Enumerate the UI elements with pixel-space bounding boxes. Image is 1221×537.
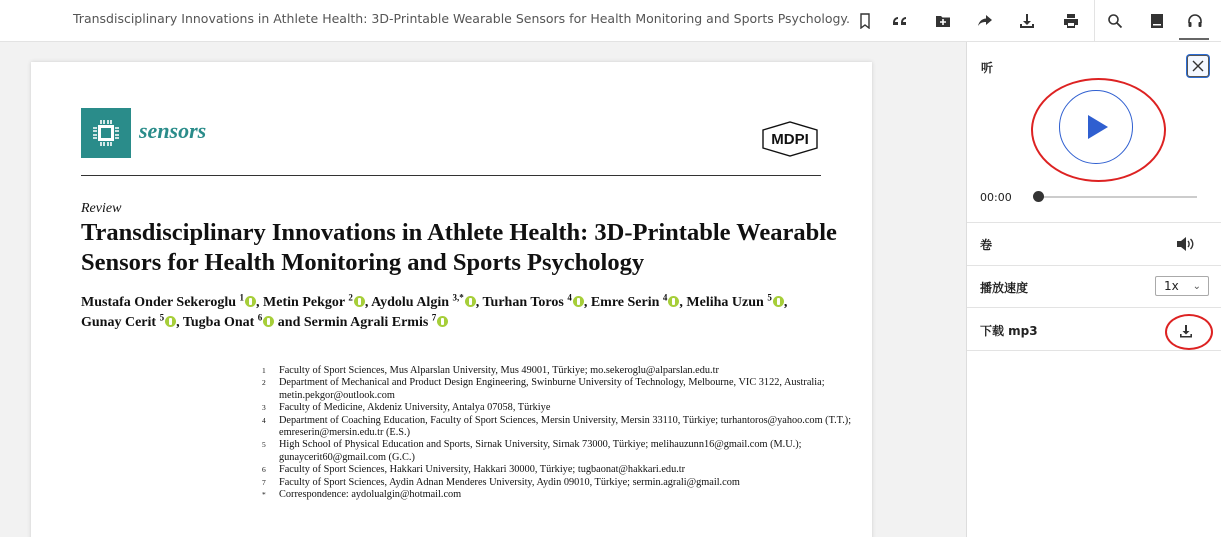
author-separator: and — [274, 315, 301, 330]
affiliation-text: Correspondence: aydolualgin@hotmail.com — [279, 489, 462, 501]
author-separator: , — [583, 295, 588, 310]
author-name[interactable] — [590, 292, 683, 310]
top-toolbar — [0, 0, 1221, 42]
author-name[interactable] — [482, 292, 588, 310]
journal-name: sensors — [139, 118, 207, 143]
print-icon — [1063, 13, 1079, 29]
active-tool-indicator — [1179, 38, 1209, 40]
header-rule — [81, 175, 821, 176]
author-affiliation-number: 3,* — [452, 292, 464, 303]
author-name[interactable] — [81, 292, 260, 310]
share-button[interactable] — [970, 6, 1000, 36]
toolbar-divider — [1094, 0, 1095, 42]
affiliation-number: 3 — [262, 403, 266, 413]
speed-value: 1x — [1164, 279, 1179, 293]
affiliation-number: 5 — [262, 440, 266, 450]
speed-label: 播放速度 — [980, 281, 1029, 295]
orcid-icon[interactable] — [773, 296, 784, 307]
chevron-down-icon: ⌄ — [1192, 281, 1201, 292]
author-name-text: Mustafa Onder Sekeroglu — [81, 295, 237, 310]
author-name-text: Meliha Uzun — [686, 295, 764, 310]
download-icon — [1179, 324, 1193, 338]
author-name[interactable] — [686, 292, 788, 310]
author-affiliation-number: 5 — [767, 292, 772, 303]
author-name-text: Gunay Cerit — [81, 315, 157, 330]
add-to-collection-icon — [935, 13, 951, 29]
current-time: 00:00 — [980, 191, 1012, 204]
article-title: Transdisciplinary Innovations in Athlete Health: 3D-Printable Wearable Sensors for Health Monitoring and Sports Psychology — [81, 219, 837, 276]
author-separator: , — [783, 295, 788, 310]
reader-button[interactable] — [1142, 6, 1172, 36]
chip-icon — [89, 116, 123, 150]
listen-button[interactable] — [1180, 6, 1210, 36]
volume-icon[interactable] — [1176, 236, 1194, 252]
affiliation-number: 2 — [262, 378, 266, 388]
mdpi-logo-text: MDPI — [771, 131, 809, 148]
journal-logo — [81, 108, 131, 158]
affiliation-item — [259, 402, 859, 414]
add-to-collection-button[interactable] — [928, 6, 958, 36]
seek-bar[interactable] — [1037, 196, 1197, 198]
affiliation-item — [259, 477, 859, 489]
affiliation-text: Faculty of Sport Sciences, Hakkari University, Hakkari 30000, Türkiye; tugbaonat@hakkari.edu.tr — [279, 464, 686, 476]
affiliation-text: Department of Coaching Education, Faculty of Sport Sciences, Mersin University, Mersin 33110, Türkiye; turhantoros@yahoo.com (T.T.); emreserin@mersin.edu.tr (E.S.) — [279, 414, 852, 439]
close-panel-button[interactable] — [1187, 55, 1209, 77]
author-separator: , — [256, 295, 260, 310]
author-name-text: Turhan Toros — [482, 295, 564, 310]
affiliation-list — [259, 365, 859, 501]
search-icon — [1107, 13, 1123, 29]
affiliation-number: 4 — [262, 415, 266, 425]
affiliation-item — [259, 415, 859, 440]
affiliation-number: 6 — [262, 465, 266, 475]
author-separator: , — [679, 295, 683, 310]
orcid-icon[interactable] — [165, 316, 176, 327]
download-mp3-button[interactable] — [1175, 320, 1197, 342]
print-button[interactable] — [1056, 6, 1086, 36]
orcid-icon[interactable] — [263, 316, 274, 327]
author-affiliation-number: 7 — [431, 312, 437, 323]
author-affiliation-number: 4 — [567, 292, 572, 303]
orcid-icon[interactable] — [437, 316, 448, 327]
affiliation-item — [259, 377, 859, 402]
download-mp3-label: 下载 mp3 — [980, 324, 1038, 338]
author-name[interactable] — [81, 312, 180, 330]
author-name[interactable] — [263, 292, 369, 310]
orcid-icon[interactable] — [573, 296, 584, 307]
author-affiliation-number: 1 — [239, 292, 245, 303]
speed-select[interactable] — [1155, 276, 1209, 296]
author-separator: , — [364, 295, 369, 310]
seek-handle[interactable] — [1033, 191, 1044, 202]
affiliation-number: 7 — [262, 477, 266, 487]
document-title: Transdisciplinary Innovations in Athlete Health: 3D-Printable Wearable Sensors for Health Monitoring and Sports Psychology. — [73, 11, 851, 26]
headphones-icon — [1187, 13, 1203, 29]
affiliation-number: * — [262, 490, 266, 500]
author-name-text: Emre Serin — [590, 295, 660, 310]
orcid-icon[interactable] — [245, 296, 256, 307]
author-affiliation-number: 2 — [348, 292, 353, 303]
download-button[interactable] — [1012, 6, 1042, 36]
divider — [967, 222, 1221, 223]
listen-panel — [966, 42, 1221, 537]
author-separator: , — [176, 315, 180, 330]
close-icon — [1191, 59, 1205, 73]
affiliation-item — [259, 439, 859, 464]
orcid-icon[interactable] — [354, 296, 365, 307]
author-list — [81, 293, 841, 333]
author-name[interactable] — [182, 312, 301, 330]
author-name[interactable] — [303, 312, 448, 330]
divider — [967, 265, 1221, 266]
affiliation-item — [259, 365, 859, 377]
bookmark-icon — [857, 13, 873, 29]
orcid-icon[interactable] — [465, 296, 476, 307]
author-separator: , — [475, 295, 480, 310]
search-button[interactable] — [1100, 6, 1130, 36]
bookmark-button[interactable] — [850, 6, 880, 36]
article-type: Review — [81, 201, 122, 216]
affiliation-number: 1 — [262, 366, 266, 375]
cite-button[interactable] — [886, 6, 916, 36]
affiliation-text: High School of Physical Education and Sports, Sirnak University, Sirnak 73000, Türkiye; melihauzunn16@gmail.com (M.U.); gunaycerit60@gmail.com (G.C.) — [279, 439, 802, 463]
author-name-text: Sermin Agrali Ermis — [303, 315, 429, 330]
affiliation-item — [259, 489, 859, 501]
affiliation-item — [259, 464, 859, 476]
author-affiliation-number: 4 — [662, 292, 668, 303]
reader-icon — [1149, 13, 1165, 29]
pdf-page — [31, 62, 872, 537]
divider — [967, 307, 1221, 308]
affiliation-text: Faculty of Sport Sciences, Aydin Adnan Menderes University, Aydin 09010, Türkiye; sermin.agrali@gmail.com — [279, 476, 740, 488]
document-viewer[interactable] — [0, 42, 966, 537]
author-name-text: Tugba Onat — [182, 315, 255, 330]
affiliation-text: Faculty of Sport Sciences, Mus Alparslan University, Mus 49001, Türkiye; mo.sekeroglu@alparslan.edu.tr — [279, 365, 719, 376]
share-icon — [977, 13, 993, 29]
quote-icon — [893, 13, 909, 29]
author-name[interactable] — [371, 292, 480, 310]
author-affiliation-number: 5 — [159, 312, 165, 323]
mdpi-logo — [759, 120, 821, 158]
divider — [967, 350, 1221, 351]
play-button[interactable] — [1059, 90, 1133, 164]
author-name-text: Aydolu Algin — [371, 295, 449, 310]
volume-label: 卷 — [980, 238, 993, 252]
affiliation-text: Faculty of Medicine, Akdeniz University, Antalya 07058, Türkiye — [279, 402, 551, 414]
play-icon — [1087, 114, 1109, 140]
author-name-text: Metin Pekgor — [263, 295, 345, 310]
orcid-icon[interactable] — [668, 296, 679, 307]
affiliation-text: Department of Mechanical and Product Design Engineering, Swinburne University of Technology, Melbourne, VIC 3122, Australia; metin.pekgor@outlook.com — [279, 377, 825, 401]
download-icon — [1019, 13, 1035, 29]
panel-title: 听 — [981, 61, 994, 75]
author-affiliation-number: 6 — [257, 312, 263, 323]
